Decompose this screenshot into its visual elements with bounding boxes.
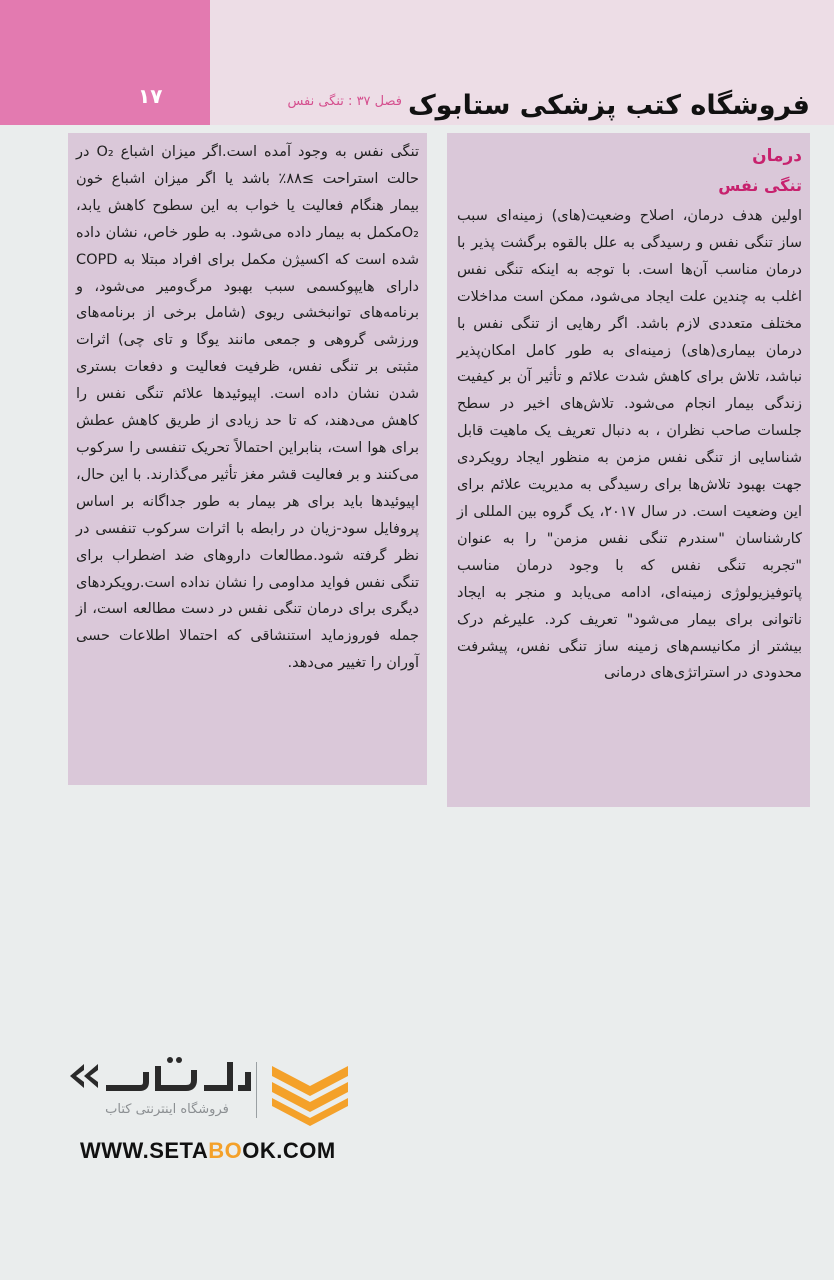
website-url-part1: WWW.SETA [80,1138,209,1163]
chapter-label [287,94,402,109]
page-number: ۱۷ [138,84,163,108]
chapter-title: تنگی نفس [287,94,344,109]
website-url-part2: OK.COM [242,1138,336,1163]
right-column-paragraph: اولین هدف درمان، اصلاح وضعیت(های) زمینه‌ای سبب ساز تنگی نفس و رسیدگی به علل بالقوه برگشت پذیر با درمان مناسب آن‌ها است. با توجه به اینکه تنگی نفس اغلب به چندین علت ایجاد می‌شود، ممکن است مداخلات مختلف متعددی لازم باشد. اگر رهایی از تنگی نفس با درمان بیماری(های) زمینه‌ای به طور کامل امکان‌پذیر نباشد، تلاش برای کاهش شدت علائم و تأثیر آن بر کیفیت زندگی بیمار انجام می‌شود. تلاش‌های اخیر در سطح جلسات صاحب نظران ، به دنبال تعریف یک ماهیت قابل شناسایی از تنگی نفس مزمن به منظور ایجاد رویکردی جهت بهبود تلاش‌ها برای رسیدگی به مدیریت علائم برای این وضعیت است. در سال ۲۰۱۷، یک گروه بین المللی از کارشناسان "سندرم تنگی نفس مزمن" را به عنوان "تجربه تنگی نفس که با وجود درمان مناسب پاتوفیزیولوژی زمینه‌ای، ادامه می‌یابد و منجر به ایجاد ناتوانی برای بیمار می‌شود" تعریف کرد. علیرغم درک بیشتر از مکانیسم‌های زمینه ساز تنگی نفس، پیشرفت محدودی در استراتژی‌های درمانی [457,208,802,682]
left-column-paragraph: تنگی نفس به وجود آمده است.اگر میزان اشباع O₂ در حالت استراحت ≥۸۸٪ باشد یا اگر میزان اشباع خون بیمار هنگام فعالیت یا خواب به این سطوح کاهش یابد، O₂مکمل به بیمار داده می‌شود. به طور خاص، نشان داده شده است که اکسیژن مکمل برای افراد مبتلا به COPD دارای هایپوکسمی سبب بهبود مرگ‌ومیر می‌شود، و برنامه‌های توانبخشی ریوی (شامل برخی از برنامه‌های ورزشی گروهی و جمعی مانند یوگا و تای چی) اثرات مثبتی بر تنگی نفس، ظرفیت فعالیت و دفعات بستری شدن نشان داده است. اپیوئیدها علائم تنگی نفس را کاهش می‌دهند، که تا حد زیادی از طریق کاهش عطش برای هوا است، بنابراین احتمالاً تحریک تنفسی را سرکوب می‌کنند و بر فعالیت قشر مغز تأثیر می‌گذارند. با این حال، اپیوئیدها باید برای هر بیمار به طور جداگانه بر اساس پروفایل سود-زیان در رابطه با اثرات سرکوب تنفسی در نظر گرفته شود.مطالعات داروهای ضد اضطراب برای تنگی نفس فواید مداومی را نشان نداده است.رویکردهای دیگری برای درمان تنگی نفس در دست مطالعه است، از جمله فوروزماید استنشاقی که احتمالا اطلاعات حسی آوران را تغییر می‌دهد. [76,144,419,672]
logo-divider [256,1062,257,1118]
left-text-column [68,133,427,785]
right-text-column [447,133,810,807]
chapter-number: فصل ۳۷ : [343,94,402,109]
book-stack-icon [268,1060,352,1126]
seta-wordmark-icon [66,1054,252,1098]
brand-subtitle: فروشگاه اینترنتی کتاب [105,1102,229,1117]
page-number-block [0,0,210,125]
website-url[interactable] [80,1138,336,1164]
store-title: فروشگاه کتب پزشکی ستابوک [407,90,810,121]
subsection-title: تنگی نفس [718,176,802,195]
section-title: درمان [752,146,802,166]
website-url-accent: BO [208,1138,243,1163]
